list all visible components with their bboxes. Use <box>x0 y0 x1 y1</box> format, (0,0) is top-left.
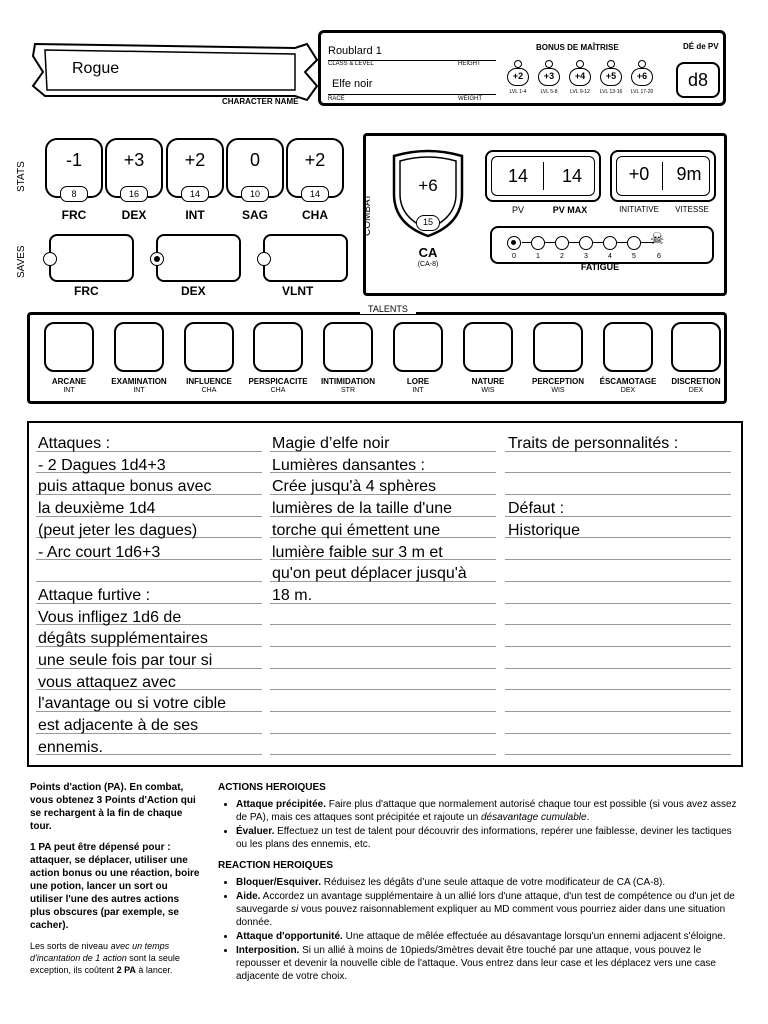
talent-name: INFLUENCE <box>186 377 232 386</box>
proficiency-marker-icon <box>514 60 522 68</box>
hr4-text: Si un allié à moins de 10pieds/3mètres devait être touché par une attaque, vous pouvez le repousser et devenir la nouvelle cible de l'attaque. Vous entrez dans leur case et les déplacez vers une case adjacente de votre choix. <box>236 945 716 982</box>
proficiency-level[interactable]: +6 <box>631 68 653 86</box>
talent-attr: STR <box>341 387 355 394</box>
talent-box-escamotage[interactable] <box>603 322 653 372</box>
talent-box-influence[interactable] <box>184 322 234 372</box>
fatigue-number: 0 <box>512 253 516 260</box>
height-label: HEIGHT <box>458 61 481 67</box>
class-level-value[interactable]: Roublard 1 <box>328 45 382 57</box>
stat-modifier[interactable]: 0 <box>249 150 260 170</box>
stat-modifier[interactable]: +3 <box>123 150 145 170</box>
ha1-em: désavantage cumulable <box>480 812 587 823</box>
save-proficiency-toggle[interactable] <box>43 252 57 266</box>
notes-attacks[interactable]: Attaques : - 2 Dagues 1d4+3 puis attaque bonus avec la deuxième 1d4 (peut jeter les dagues) - Arc court 1d6+3 Attaque furtive : Vous infligez 1d6 de dégâts supplémentaires une seule fois par tour si vous attaquez avec l'avantage ou si votre cible est adjacente à de ses ennemis. <box>38 435 227 756</box>
talent-box-examination[interactable] <box>114 322 164 372</box>
ha2-text: Effectuez un test de talent pour découvrir des informations, repérer une faiblesse, deviner les tactiques ou les plans des ennemis, etc. <box>236 826 732 850</box>
pa3-text-d: 2 PA <box>116 965 136 975</box>
proficiency-level[interactable]: +4 <box>569 68 591 86</box>
hp-max-label: PV MAX <box>552 205 588 215</box>
saves-label: SAVES <box>16 245 27 278</box>
hr3-title: Attaque d'opportunité. <box>236 931 343 942</box>
talent-box-perception[interactable] <box>533 322 583 372</box>
proficiency-range: LVL 5-8 <box>540 89 558 95</box>
hr2-end: vous pouvez raisonnablement expliquer au MD comment vous pourriez aider dans une situation donnée. <box>236 904 726 928</box>
save-name: VLNT <box>282 284 314 298</box>
talent-box-arcane[interactable] <box>44 322 94 372</box>
stat-name: DEX <box>121 208 147 222</box>
stat-score[interactable]: 14 <box>301 186 329 202</box>
fatigue-level-5[interactable] <box>627 236 641 250</box>
fatigue-level-2[interactable] <box>555 236 569 250</box>
character-name-label: CHARACTER NAME <box>222 97 299 106</box>
heroic-reactions-title: REACTION HEROIQUES <box>218 860 334 871</box>
stat-box-cha[interactable] <box>286 138 344 198</box>
proficiency-level[interactable]: +5 <box>600 68 622 86</box>
talent-attr: CHA <box>270 387 286 394</box>
save-proficiency-toggle[interactable] <box>257 252 271 266</box>
talent-name: NATURE <box>471 377 505 386</box>
talent-attr: WIS <box>481 387 495 394</box>
talent-name: EXAMINATION <box>111 377 167 386</box>
ha1-text: Faire plus d'attaque que normalement autorisé chaque tour est possible (si vous avez assez de PA), mais ces attaques sont précipitée et rajoute un <box>236 799 737 823</box>
hr3-text: Une attaque de mêlée effectuée au désavantage lorsqu'un ennemi adjacent s'éloigne. <box>342 931 726 942</box>
stat-name: INT <box>185 208 205 222</box>
speed-label: VITESSE <box>675 205 709 214</box>
fatigue-number: 1 <box>536 253 540 260</box>
initiative-value[interactable]: +0 <box>628 164 650 184</box>
stat-score[interactable]: 10 <box>241 186 269 202</box>
pa3-text-c: sont la seule exception, ils coûtent <box>30 953 180 975</box>
stat-box-frc[interactable] <box>45 138 103 198</box>
fatigue-number: 6 <box>657 253 661 260</box>
talent-attr: INT <box>133 387 145 394</box>
talent-name: DISCRETION <box>671 377 721 386</box>
speed-value[interactable]: 9m <box>676 164 702 184</box>
talent-attr: DEX <box>688 387 704 394</box>
hit-die-label: DÉ de PV <box>683 42 719 51</box>
proficiency-label: BONUS DE MAÎTRISE <box>536 43 619 52</box>
fatigue-number: 5 <box>632 253 636 260</box>
hr2-text: Accordez un avantage supplémentaire à un allié lors d'une attaque, d'un test de compétence ou d'un jet de sauvegarde <box>236 891 735 915</box>
proficiency-marker-icon <box>607 60 615 68</box>
race-label: RACE <box>328 96 345 102</box>
pa3-text-e: à lancer. <box>135 965 173 975</box>
fatigue-level-0[interactable] <box>507 236 521 250</box>
pa3-text-b: avec un temps d'incantation de 1 action <box>30 941 170 963</box>
talent-attr: CHA <box>201 387 217 394</box>
hp-max-value[interactable]: 14 <box>561 166 583 186</box>
talents-label: TALENTS <box>360 304 416 314</box>
talent-attr: WIS <box>551 387 565 394</box>
stat-modifier[interactable]: -1 <box>65 150 82 170</box>
proficiency-marker-icon <box>576 60 584 68</box>
armor-class-score[interactable]: 15 <box>416 215 440 231</box>
hp-label: PV <box>511 205 524 215</box>
talent-name: PERCEPTION <box>531 377 584 386</box>
race-line <box>328 94 496 95</box>
class-level-label: CLASS & LEVEL <box>328 61 374 67</box>
fatigue-number: 2 <box>560 253 564 260</box>
talent-box-intimidation[interactable] <box>323 322 373 372</box>
ha1-title: Attaque précipitée. <box>236 799 327 810</box>
hp-divider <box>543 162 544 190</box>
talent-attr: DEX <box>620 387 636 394</box>
fatigue-level-4[interactable] <box>603 236 617 250</box>
save-name: FRC <box>74 284 99 298</box>
stat-box-int[interactable] <box>166 138 224 198</box>
stat-name: SAG <box>241 208 268 222</box>
talent-attr: INT <box>412 387 424 394</box>
fatigue-label: FATIGUE <box>580 262 620 272</box>
armor-class-label: CA <box>418 245 438 260</box>
heroic-actions-title: ACTIONS HEROIQUES <box>218 782 326 793</box>
pa-title: Points d'action (PA). <box>30 782 127 793</box>
proficiency-level[interactable]: +3 <box>538 68 560 86</box>
proficiency-range: LVL 1-4 <box>509 89 527 95</box>
hp-value[interactable]: 14 <box>507 166 529 186</box>
armor-class-sub: (CA-8) <box>417 261 439 268</box>
fatigue-level-1[interactable] <box>531 236 545 250</box>
notes-traits[interactable]: Traits de personnalités : Défaut : Historique <box>508 435 679 539</box>
save-name: DEX <box>181 284 206 298</box>
proficiency-marker-icon <box>545 60 553 68</box>
talent-name: LORE <box>406 377 430 386</box>
race-value[interactable]: Elfe noir <box>332 78 373 90</box>
stat-score[interactable]: 14 <box>181 186 209 202</box>
hr1-title: Bloquer/Esquiver. <box>236 877 322 888</box>
heroic-reaction-item <box>236 944 738 983</box>
heroic-rules <box>218 781 738 991</box>
character-name-value[interactable]: Rogue <box>72 60 120 77</box>
hr2-title: Aide. <box>236 891 261 902</box>
talent-name: INTIMIDATION <box>320 377 376 386</box>
hr1-text: Réduisez les dégâts d’une seule attaque de votre modificateur de CA (CA-8). <box>321 877 666 888</box>
heroic-reaction-item <box>236 930 738 943</box>
fatigue-number: 3 <box>584 253 588 260</box>
stat-score[interactable]: 16 <box>120 186 148 202</box>
pa-text: En combat, vous obtenez 3 Points d'Action qui se rechargent à la fin de chaque tour. <box>30 782 196 832</box>
stat-name: FRC <box>61 208 87 222</box>
proficiency-level[interactable]: +2 <box>507 68 529 86</box>
save-box-frc[interactable] <box>49 234 134 282</box>
hr2-em: si <box>291 904 299 915</box>
skull-icon: ☠ <box>650 231 665 248</box>
pa2-title: 1 PA <box>30 842 52 853</box>
proficiency-marker-icon <box>638 60 646 68</box>
talent-box-lore[interactable] <box>393 322 443 372</box>
save-box-vlnt[interactable] <box>263 234 348 282</box>
armor-class-value[interactable]: +6 <box>418 176 438 195</box>
stat-modifier[interactable]: +2 <box>184 150 206 170</box>
action-points-rules <box>30 781 200 976</box>
talent-name: PERSPICACITE <box>248 377 308 386</box>
save-box-dex[interactable] <box>156 234 241 282</box>
fatigue-level-3[interactable] <box>579 236 593 250</box>
stat-box-sag[interactable] <box>226 138 284 198</box>
fatigue-number: 4 <box>608 253 612 260</box>
initiative-label: INITIATIVE <box>619 205 659 214</box>
proficiency-range: LVL 9-12 <box>570 89 590 95</box>
stat-score[interactable]: 8 <box>60 186 88 202</box>
fatigue-box <box>490 226 714 264</box>
talent-box-perspicacite[interactable] <box>253 322 303 372</box>
proficiency-range: LVL 13-16 <box>599 89 623 95</box>
save-proficiency-toggle[interactable] <box>150 252 164 266</box>
talent-name: ÉSCAMOTAGE <box>599 377 657 386</box>
pa2-text: peut être dépensé pour : attaquer, se déplacer, utiliser une action bonus ou une réaction, boire une potion, lancer un sort ou utiliser l'une des autres actions plus obscures (par exemple, se cacher). <box>30 842 200 931</box>
ha1-end: . <box>586 812 590 823</box>
talent-box-nature[interactable] <box>463 322 513 372</box>
ha2-title: Évaluer. <box>236 826 275 837</box>
talent-attr: INT <box>63 387 75 394</box>
talent-name: ARCANE <box>51 377 87 386</box>
combat-label: COMBAT <box>362 193 373 236</box>
notes-magic[interactable]: Magie d’elfe noir Lumières dansantes : Crée jusqu'à 4 sphères lumières de la taille d'une torche qui émettent une lumière faible sur 3 m et qu'on peut déplacer jusqu'à 18 m. <box>272 435 467 604</box>
pa3-text-a: Les sorts de niveau <box>30 941 111 951</box>
stat-box-dex[interactable] <box>105 138 163 198</box>
stats-label: STATS <box>16 161 27 192</box>
weight-label: WEIGHT <box>458 96 482 102</box>
stat-name: CHA <box>302 208 328 222</box>
heroic-reaction-item <box>236 890 738 929</box>
proficiency-range: LVL 17-20 <box>630 89 654 95</box>
hit-die-value[interactable]: d8 <box>676 62 720 98</box>
stat-modifier[interactable]: +2 <box>304 150 326 170</box>
heroic-action-item <box>236 798 738 824</box>
heroic-reaction-item <box>236 876 738 889</box>
talent-box-discretion[interactable] <box>671 322 721 372</box>
heroic-action-item <box>236 825 738 851</box>
hr4-title: Interposition. <box>236 945 300 956</box>
